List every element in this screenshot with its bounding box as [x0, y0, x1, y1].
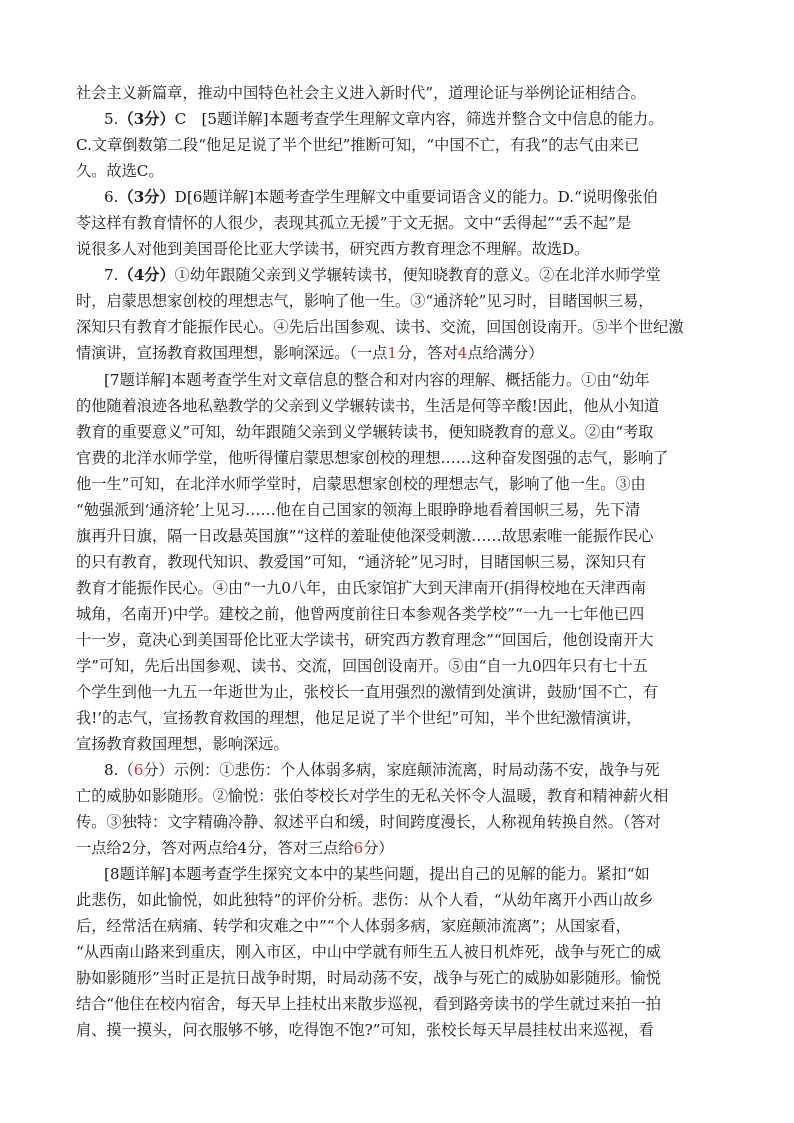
- text-segment: （3分）: [118, 110, 175, 128]
- text-segment: 肩、摸一摸头，问衣服够不够，吃得饱不饱?”可知，张校长每天早晨挂杖出来巡视，看: [76, 1021, 654, 1039]
- text-line: [0, 289, 794, 313]
- text-line: [0, 159, 794, 183]
- text-segment: D[6题详解]本题考查学生理解文中重要词语含义的能力。D.“说明像张伯: [174, 188, 658, 206]
- text-line: [0, 394, 794, 418]
- text-line: [0, 628, 794, 652]
- text-line: [0, 263, 794, 287]
- text-line: [0, 446, 794, 470]
- text-line: [0, 1018, 794, 1042]
- text-segment: 分）: [363, 839, 394, 857]
- text-line: [0, 107, 794, 131]
- text-segment: “从西南山路来到重庆，刚入市区，中山中学就有师生五人被日机炸死，战争与死亡的威: [76, 943, 661, 961]
- text-segment: C.文章倒数第二段“他足足说了半个世纪”推断可知，“中国不亡，有我”的志气由来已: [76, 136, 640, 154]
- text-segment: 旗再升日旗，隔一日改悬英国旗”“这样的羞耻使他深受刺激……故思索唯一能振作民心: [76, 527, 654, 545]
- text-segment: 的他随着浪迹各地私塾教学的父亲到义学辗转读书，生活是何等辛酸!因此，他从小知道: [76, 397, 660, 415]
- text-segment: 社会主义新篇章，推动中国特色社会主义进入新时代”，道理论证与举例论证相结合。: [76, 84, 646, 102]
- text-segment: 我!’的志气，宣扬教育救国的理想，他足足说了半个世纪”可知，半个世纪激情演讲，: [76, 709, 642, 727]
- text-segment: 点给满分）: [467, 344, 544, 362]
- text-segment: 结合“他住在校内宿舍，每天早上挂杖出来散步巡视，看到路旁读书的学生就过来拍一拍: [76, 995, 661, 1013]
- text-line: [0, 211, 794, 235]
- text-segment: 官费的北洋水师学堂，他听得懂启蒙思想家创校的理想……这种奋发图强的志气，影响了: [76, 449, 669, 467]
- text-line: [0, 940, 794, 964]
- text-segment: 时，启蒙思想家创校的理想志气，影响了他一生。③“通济轮”见习时，目睹国帜三易，: [76, 292, 654, 310]
- text-segment: 亡的威胁如影随形。②愉悦：张伯苓校长对学生的无私关怀令人温暖，教育和精神薪火相: [76, 787, 669, 805]
- text-segment: [7题详解]本题考查学生对文章信息的整合和对内容的理解、概括能力。①由“幼年: [104, 371, 650, 389]
- text-segment: 教育才能振作民心。④由“一九0八年，由氏家馆扩大到天津南开(捐得校地在天津西南: [76, 579, 647, 597]
- text-line: [0, 185, 794, 209]
- text-segment: “勉强派到‘通济轮’上见习……他在自己国家的领海上眼睁睁地看着国帜三易，先下清: [76, 501, 641, 519]
- text-segment: 分）示例：①悲伤：个人体弱多病，家庭颠沛流离，时局动荡不安，战争与死: [143, 761, 660, 779]
- text-line: [0, 576, 794, 600]
- text-segment: [8题详解]本题考查学生探究文本中的某些问题，提出自己的见解的能力。紧扣“如: [104, 865, 650, 883]
- text-segment: 他一生”可知，在北洋水师学堂时，启蒙思想家创校的理想志气，影响了他一生。③由: [76, 475, 646, 493]
- text-line: [0, 784, 794, 808]
- text-line: [0, 732, 794, 756]
- text-segment: 个学生到他一九五一年逝世为止，张校长一直用强烈的激情到处演讲，鼓励‘国不亡，有: [76, 683, 658, 701]
- text-segment: 6.: [104, 188, 119, 206]
- text-segment: 学”可知，先后出国参观、读书、交流，回国创设南开。⑤由“自一九0四年只有七十五: [76, 657, 648, 675]
- text-line: [0, 758, 794, 782]
- text-line: [0, 680, 794, 704]
- text-segment: 6: [353, 839, 364, 857]
- text-segment: 后，经常活在病痛、转学和灾难之中”“个人体弱多病，家庭颠沛流离”；从国家看，: [76, 917, 631, 935]
- text-line: [0, 81, 794, 105]
- text-segment: 苓这样有教育情怀的人很少，表现其孤立无援”于文无据。文中“丢得起”“丢不起”是: [76, 214, 632, 232]
- text-segment: 教育的重要意义”可知，幼年跟随父亲到义学辗转读书，便知晓教育的意义。②由“考取: [76, 423, 654, 441]
- text-segment: 久。故选C。: [76, 162, 164, 180]
- text-segment: （3分）: [118, 188, 175, 206]
- text-segment: 城角，名南开)中学。建校之前，他曾两度前往日本参观各类学校”“一九一七年他已四: [76, 605, 645, 623]
- text-segment: 5.: [104, 110, 119, 128]
- text-line: [0, 706, 794, 730]
- text-line: [0, 133, 794, 157]
- text-line: [0, 888, 794, 912]
- text-line: [0, 237, 794, 261]
- text-line: [0, 550, 794, 574]
- text-line: [0, 315, 794, 339]
- text-line: [0, 836, 794, 860]
- text-segment: 的只有教育，教现代知识、教爱国”可知，“通济轮”见习时，目睹国帜三易，深知只有: [76, 553, 647, 571]
- text-segment: 7.: [104, 266, 119, 284]
- text-line: [0, 602, 794, 626]
- text-segment: 此悲伤，如此愉悦，如此独特”的评价分析。悲伤：从个人看，“从幼年离开小西山故乡: [76, 891, 654, 909]
- text-line: [0, 420, 794, 444]
- text-line: [0, 810, 794, 834]
- text-line: [0, 341, 794, 365]
- text-segment: ①幼年跟随父亲到义学辗转读书，便知晓教育的意义。②在北洋水师学堂: [174, 266, 661, 284]
- text-segment: 深知只有教育才能振作民心。④先后出国参观、读书、交流，回国创设南开。⑤半个世纪激: [76, 318, 684, 336]
- text-line: [0, 914, 794, 938]
- text-line: [0, 524, 794, 548]
- text-segment: 十一岁，竟决心到美国哥伦比亚大学读书，研究西方教育理念”“回国后，他创设南开大: [76, 631, 654, 649]
- text-segment: 6: [133, 761, 144, 779]
- text-segment: 一点给2分，答对两点给4分，答对三点给: [76, 839, 354, 857]
- text-segment: 1: [387, 344, 398, 362]
- text-segment: 4: [457, 344, 468, 362]
- text-segment: 8.（: [104, 761, 134, 779]
- text-line: [0, 498, 794, 522]
- text-line: [0, 992, 794, 1016]
- text-segment: 胁如影随形”当时正是抗日战争时期，时局动荡不安，战争与死亡的威胁如影随形。愉悦: [76, 969, 661, 987]
- text-segment: C [5题详解]本题考查学生理解文章内容，筛选并整合文中信息的能力。: [174, 110, 664, 128]
- text-segment: 传。③独特：文字精确冷静、叙述平白和缓，时间跨度漫长，人称视角转换自然。（答对: [76, 813, 661, 831]
- text-line: [0, 368, 794, 392]
- text-line: [0, 862, 794, 886]
- text-line: [0, 966, 794, 990]
- text-line: [0, 472, 794, 496]
- text-segment: 说很多人对他到美国哥伦比亚大学读书，研究西方教育理念不理解。故选D。: [76, 240, 590, 258]
- text-segment: （4分）: [118, 266, 175, 284]
- text-line: [0, 654, 794, 678]
- text-segment: 宣扬教育救国理想，影响深远。: [76, 735, 289, 753]
- text-segment: 分，答对: [397, 344, 458, 362]
- text-segment: 情演讲，宣扬教育救国理想，影响深远。（一点: [76, 344, 388, 362]
